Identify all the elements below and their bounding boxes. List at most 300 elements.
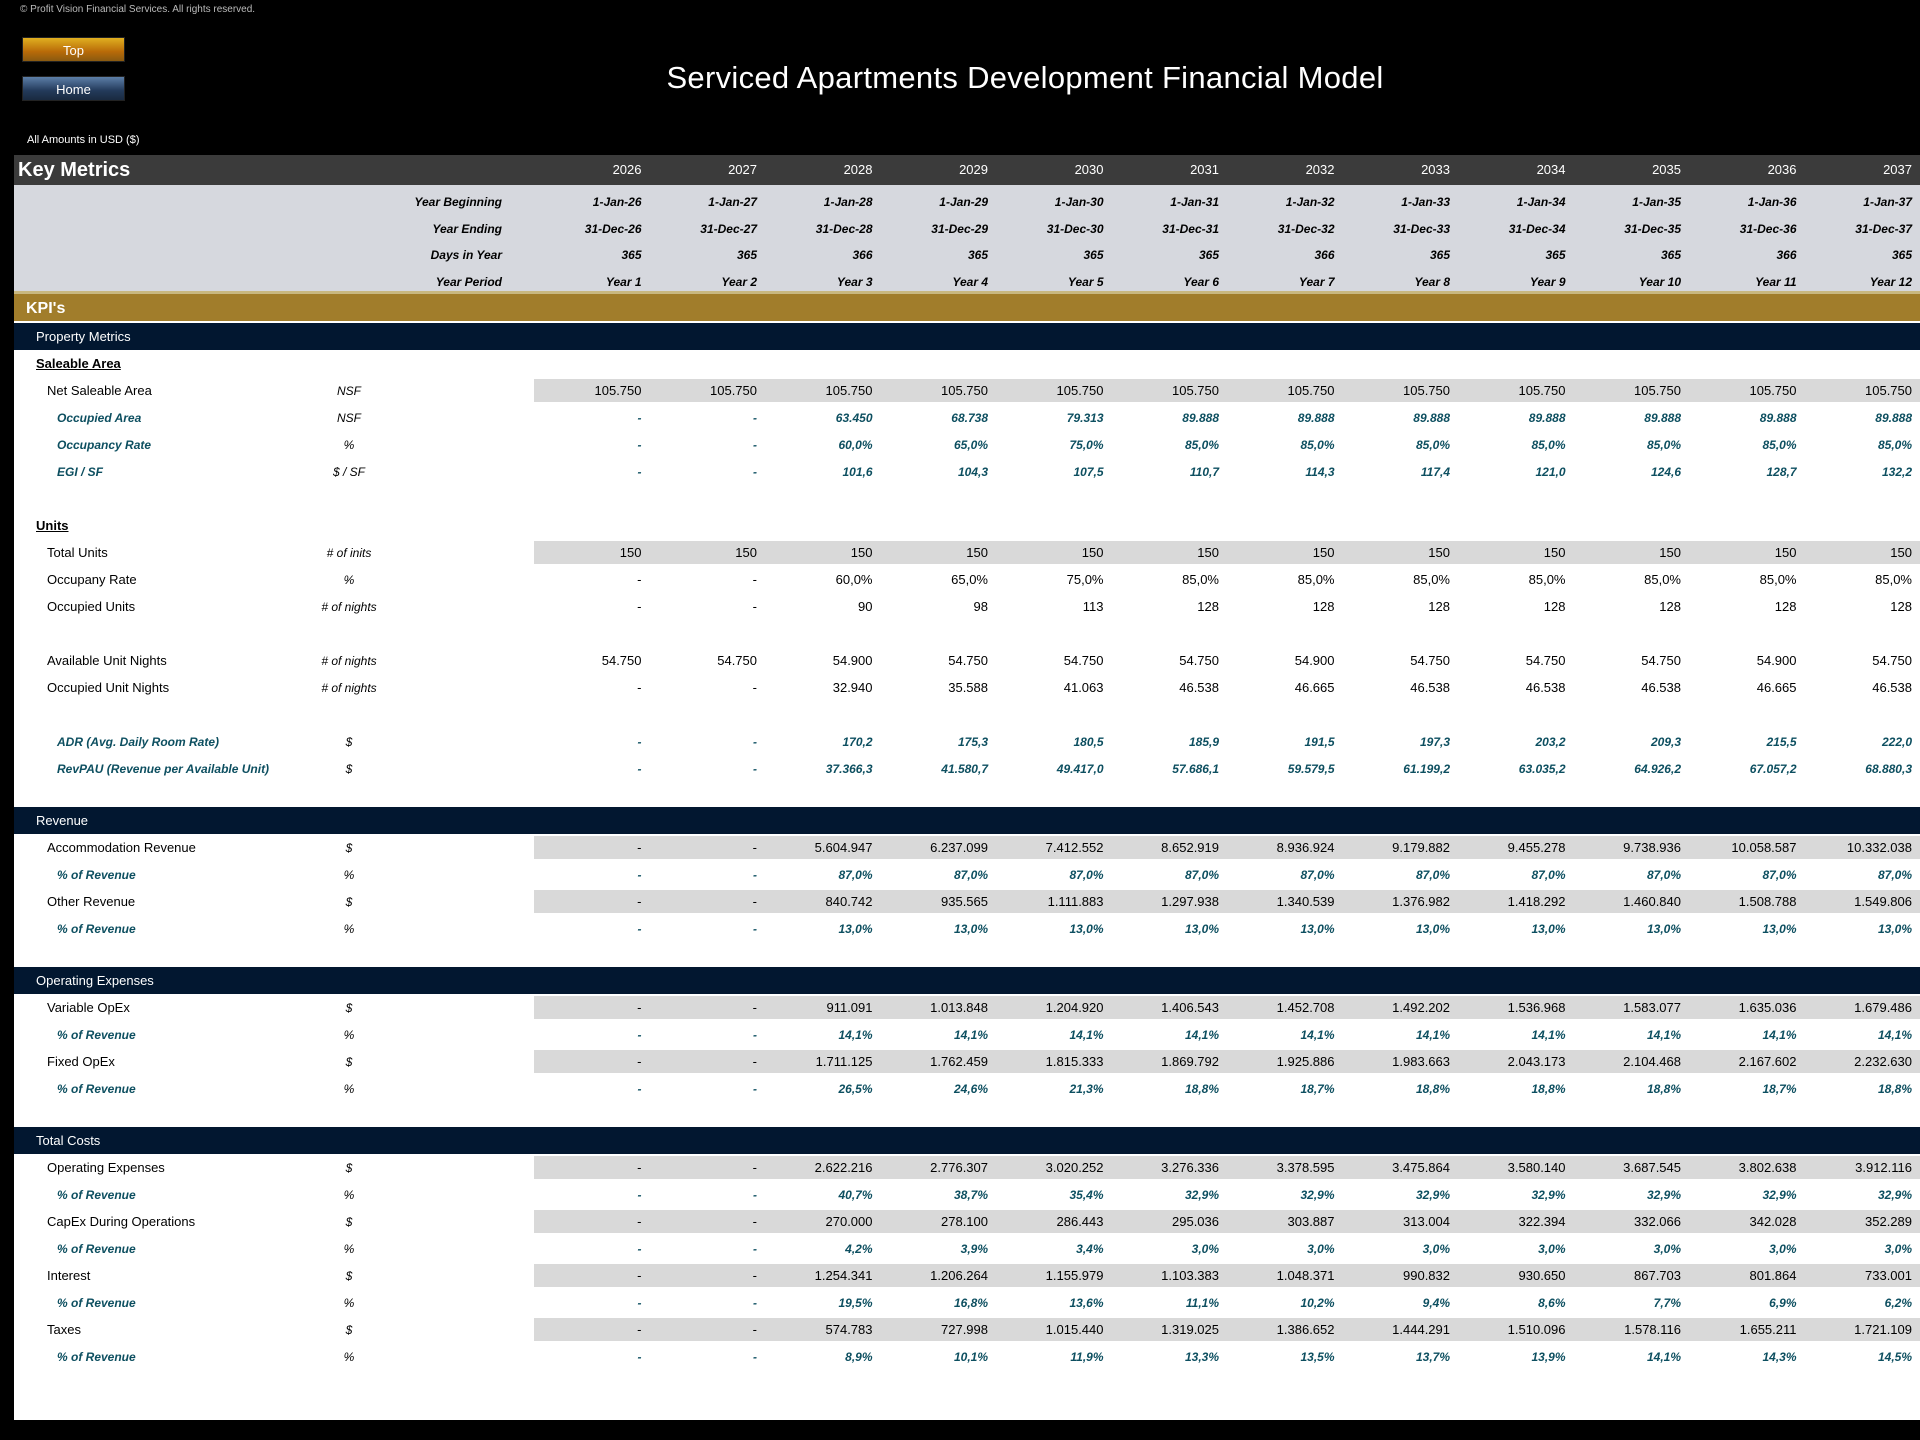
section-operating-expenses [14,967,1920,1102]
timeline-label: Days in Year [430,248,502,263]
value-cell: 128 [1197,599,1219,614]
value-cell: 278.100 [941,1214,988,1229]
row-label: Occupany Rate [47,572,137,587]
row-label: Occupied Area [57,410,142,425]
value-cell: 85,0% [1182,572,1219,587]
row-label: Operating Expenses [47,1160,165,1175]
value-cell: 128 [1543,599,1566,614]
value-cell: 1.103.383 [1161,1268,1219,1283]
row-unit: $ / SF [332,464,365,479]
row-unit: $ [345,1054,353,1069]
year-header: 2026 [612,162,642,177]
row-unit: % [343,921,355,936]
timeline-cell: 1-Jan-33 [1401,195,1450,210]
row-label: Occupancy Rate [57,437,152,452]
value-cell: 801.864 [1749,1268,1797,1283]
value-cell: 14,1% [1762,1027,1797,1042]
value-cell: 3.802.638 [1738,1160,1797,1175]
value-cell: 14,1% [1877,1027,1912,1042]
timeline-cell: 1-Jan-27 [708,195,757,210]
year-header: 2034 [1536,162,1566,177]
row-values [534,1183,1920,1206]
row-unit: % [343,572,355,587]
value-cell: 150 [1659,545,1681,560]
value-cell: - [637,1322,642,1337]
value-cell: 64.926,2 [1634,761,1681,776]
table-row [14,1181,1920,1208]
timeline-cell: 365 [1083,248,1104,263]
value-cell: 14,1% [1300,1027,1335,1042]
timeline-cell: 31-Dec-33 [1393,221,1450,236]
section-header: Total Costs [14,1127,1920,1154]
value-cell: - [752,894,757,909]
section-header: Revenue [14,807,1920,834]
value-cell: - [753,410,757,425]
value-cell: 68.880,3 [1865,761,1912,776]
value-cell: 46.538 [1179,680,1219,695]
value-cell: 10.332.038 [1846,840,1912,855]
key-metrics-title: Key Metrics [18,159,131,181]
value-cell: 222,0 [1881,734,1912,749]
value-cell: - [637,921,642,936]
value-cell: 87,0% [953,867,988,882]
value-cell: - [752,680,757,695]
row-label: Total Units [47,545,108,560]
value-cell: 14,1% [1415,1027,1450,1042]
row-unit: # of inits [326,545,372,560]
top-button[interactable]: Top [22,37,125,62]
value-cell: 13,6% [1069,1295,1104,1310]
timeline-cell: 366 [1776,248,1797,263]
row-label: EGI / SF [57,464,104,479]
value-cell: 54.750 [1872,653,1912,668]
group-heading [14,512,1920,539]
value-cell: 46.665 [1294,680,1335,695]
value-cell: 105.750 [1056,383,1104,398]
value-cell: 87,0% [1877,867,1912,882]
row-values [534,890,1920,913]
value-cell: 67.057,2 [1749,761,1797,776]
value-cell: 1.635.036 [1738,1000,1797,1015]
value-cell: 89.888 [1875,410,1912,425]
row-values [534,863,1920,886]
value-cell: - [752,1160,757,1175]
timeline-cell: Year 12 [1869,274,1912,289]
value-cell: 54.750 [1063,653,1104,668]
value-cell: 930.650 [1518,1268,1566,1283]
value-cell: 1.386.652 [1276,1322,1335,1337]
value-cell: 46.665 [1756,680,1797,695]
table-row [14,404,1920,431]
value-cell: 89.888 [1644,410,1681,425]
table-row [14,728,1920,755]
value-cell: 32,9% [1762,1187,1797,1202]
row-unit: $ [345,1322,353,1337]
row-label: % of Revenue [57,1241,136,1256]
value-cell: 13,0% [1646,921,1681,936]
year-header: 2027 [728,162,757,177]
value-cell: 18,8% [1415,1081,1450,1096]
value-cell: 8.936.924 [1276,840,1335,855]
value-cell: 87,0% [1762,867,1797,882]
value-cell: 150 [966,545,988,560]
section-total-costs [14,1127,1920,1370]
value-cell: 121,0 [1535,464,1566,479]
value-cell: 18,8% [1877,1081,1912,1096]
value-cell: 75,0% [1069,437,1104,452]
section-header: Operating Expenses [14,967,1920,994]
value-cell: 46.538 [1525,680,1566,695]
value-cell: 150 [1081,545,1104,560]
value-cell: 1.460.840 [1623,894,1681,909]
year-header: 2030 [1074,162,1104,177]
value-cell: 87,0% [1184,867,1219,882]
row-unit: NSF [337,410,361,425]
table-row [14,458,1920,485]
value-cell: 733.001 [1865,1268,1912,1283]
value-cell: 87,0% [1300,867,1335,882]
value-cell: 3.378.595 [1276,1160,1335,1175]
value-cell: - [637,894,642,909]
timeline-cell: 365 [1198,248,1219,263]
value-cell: 303.887 [1287,1214,1335,1229]
value-cell: 10.058.587 [1731,840,1797,855]
timeline-label: Year Beginning [414,195,502,210]
timeline-cell: 365 [736,248,757,263]
value-cell: 13,3% [1184,1349,1219,1364]
year-header: 2037 [1883,162,1912,177]
table-row [14,1048,1920,1075]
row-values [534,757,1920,780]
value-cell: 75,0% [1066,572,1104,587]
value-cell: 352.289 [1865,1214,1912,1229]
value-cell: 24,6% [953,1081,988,1096]
value-cell: - [753,921,757,936]
row-values [534,1345,1920,1368]
value-cell: 175,3 [957,734,988,749]
row-unit: % [343,437,355,452]
value-cell: 13,7% [1415,1349,1450,1364]
value-cell: 32,9% [1646,1187,1681,1202]
value-cell: 89.888 [1413,410,1450,425]
value-cell: 1.508.788 [1738,894,1797,909]
timeline-cell: 365 [621,248,642,263]
value-cell: 727.998 [941,1322,988,1337]
timeline-cell: 1-Jan-26 [592,195,642,210]
value-cell: - [753,1081,757,1096]
value-cell: - [637,840,642,855]
value-cell: 35.588 [948,680,988,695]
value-cell: 85,0% [1415,437,1450,452]
row-label: Available Unit Nights [47,653,167,668]
row-unit: % [343,1187,355,1202]
value-cell: 3.687.545 [1623,1160,1681,1175]
row-label: % of Revenue [57,1295,136,1310]
value-cell: 3.276.336 [1161,1160,1219,1175]
row-unit: $ [345,761,353,776]
value-cell: - [637,761,642,776]
value-cell: 3,0% [1769,1241,1797,1256]
value-cell: 85,0% [1297,572,1335,587]
value-cell: 41.580,7 [941,761,988,776]
value-cell: 3,4% [1076,1241,1104,1256]
row-unit: % [343,1295,355,1310]
value-cell: 1.254.341 [814,1268,873,1283]
table-row [14,1262,1920,1289]
row-unit: $ [345,1160,353,1175]
value-cell: - [753,1187,757,1202]
timeline-label: Year Period [435,274,502,289]
timeline-cell: 1-Jan-34 [1516,195,1566,210]
value-cell: 128 [1312,599,1335,614]
value-cell: 54.750 [948,653,988,668]
timeline-cell: 31-Dec-37 [1855,221,1912,236]
value-cell: 105.750 [1865,383,1912,398]
value-cell: 19,5% [838,1295,873,1310]
value-cell: 54.750 [1179,653,1219,668]
value-cell: 191,5 [1304,734,1335,749]
value-cell: 14,1% [1531,1027,1566,1042]
timeline-cell: 31-Dec-27 [700,221,757,236]
value-cell: 54.900 [1294,653,1335,668]
row-values [534,676,1920,699]
timeline-cell: Year 5 [1067,274,1104,289]
table-row [14,1235,1920,1262]
value-cell: 1.048.371 [1276,1268,1335,1283]
value-cell: 7.412.552 [1045,840,1104,855]
row-label: % of Revenue [57,867,136,882]
value-cell: 7,7% [1653,1295,1681,1310]
value-cell: 105.750 [941,383,988,398]
value-cell: - [637,572,642,587]
value-cell: 104,3 [957,464,988,479]
value-cell: 1.319.025 [1161,1322,1219,1337]
value-cell: 54.750 [1641,653,1681,668]
value-cell: 38,7% [953,1187,988,1202]
value-cell: 4,2% [845,1241,873,1256]
timeline-cell: Year 3 [836,274,873,289]
value-cell: 18,8% [1531,1081,1566,1096]
value-cell: 13,0% [1877,921,1912,936]
value-cell: 65,0% [953,437,988,452]
table-row [14,915,1920,942]
timeline-cell: 31-Dec-36 [1739,221,1797,236]
value-cell: 60,0% [835,572,873,587]
timeline-cell: 31-Dec-32 [1277,221,1335,236]
value-cell: 41.063 [1063,680,1104,695]
row-label: Taxes [47,1322,81,1337]
value-cell: 3,0% [1307,1241,1335,1256]
value-cell: 87,0% [1415,867,1450,882]
timeline-cell: 31-Dec-30 [1046,221,1104,236]
row-unit: # of nights [321,599,377,614]
row-unit: % [343,1349,355,1364]
value-cell: 18,7% [1762,1081,1797,1096]
value-cell: - [753,464,757,479]
row-unit: % [343,1081,355,1096]
value-cell: 185,9 [1188,734,1219,749]
row-label: Saleable Area [36,356,121,371]
timeline-cell: 365 [1429,248,1450,263]
value-cell: - [752,1322,757,1337]
value-cell: 21,3% [1069,1081,1104,1096]
value-cell: 1.578.116 [1624,1322,1681,1337]
timeline-cell: Year 6 [1183,274,1219,289]
value-cell: 1.869.792 [1161,1054,1219,1069]
value-cell: 1.925.886 [1276,1054,1335,1069]
row-label: Variable OpEx [47,1000,130,1015]
value-cell: 124,6 [1650,464,1681,479]
value-cell: 8,9% [845,1349,873,1364]
table-row [14,1289,1920,1316]
value-cell: - [753,734,757,749]
table-row [14,1021,1920,1048]
value-cell: 13,0% [1300,921,1335,936]
value-cell: 32,9% [1300,1187,1335,1202]
timeline-row [14,216,1920,243]
row-label: % of Revenue [57,1027,136,1042]
row-label: Accommodation Revenue [47,840,196,855]
value-cell: 1.583.077 [1623,1000,1681,1015]
table-row [14,888,1920,915]
timeline-cell: Year 10 [1638,274,1681,289]
section-property-metrics [14,323,1920,782]
timeline-cell: 1-Jan-32 [1285,195,1335,210]
value-cell: - [752,599,757,614]
table-row [14,755,1920,782]
value-cell: 574.783 [825,1322,873,1337]
value-cell: 105.750 [1518,383,1566,398]
timeline-row [14,189,1920,216]
table-row [14,593,1920,620]
value-cell: 1.206.264 [930,1268,988,1283]
value-cell: 911.091 [826,1000,873,1015]
timeline-cell: 365 [1891,248,1912,263]
value-cell: - [753,1027,757,1042]
kpi-banner: KPI's [14,291,1920,321]
value-cell: 59.579,5 [1287,761,1335,776]
value-cell: - [637,867,642,882]
value-cell: 35,4% [1069,1187,1104,1202]
value-cell: 32,9% [1877,1187,1912,1202]
value-cell: 85,0% [1644,572,1681,587]
value-cell: 63.035,2 [1518,761,1566,776]
value-cell: 14,1% [838,1027,873,1042]
table-row [14,994,1920,1021]
year-header: 2028 [843,162,873,177]
value-cell: 46.538 [1410,680,1450,695]
value-cell: 54.750 [1410,653,1450,668]
currency-note: All Amounts in USD ($) [27,134,140,146]
value-cell: 2.043.173 [1507,1054,1566,1069]
timeline-cell: Year 7 [1298,274,1335,289]
timeline-cell: 1-Jan-36 [1747,195,1797,210]
row-label: Fixed OpEx [47,1054,115,1069]
row-unit: % [343,867,355,882]
row-label: Other Revenue [47,894,136,909]
value-cell: - [752,1054,757,1069]
value-cell: 105.750 [825,383,873,398]
value-cell: 85,0% [1875,572,1912,587]
timeline-cell: 1-Jan-35 [1632,195,1681,210]
value-cell: 3,0% [1191,1241,1219,1256]
table-row [14,861,1920,888]
value-cell: 1.711.125 [815,1054,873,1069]
value-cell: 180,5 [1073,734,1104,749]
spacer-row [14,701,1920,728]
value-cell: - [637,1187,642,1202]
value-cell: 18,8% [1184,1081,1219,1096]
value-cell: 150 [1543,545,1566,560]
value-cell: 87,0% [1646,867,1681,882]
value-cell: 105.750 [1634,383,1681,398]
home-button[interactable]: Home [22,76,125,101]
value-cell: 107,5 [1073,464,1104,479]
row-values [534,406,1920,429]
value-cell: 128 [1890,599,1912,614]
value-cell: 40,7% [838,1187,873,1202]
timeline-cell: Year 2 [721,274,757,289]
value-cell: - [637,1081,642,1096]
value-cell: 85,0% [1646,437,1681,452]
value-cell: 332.066 [1634,1214,1681,1229]
row-label: % of Revenue [57,1187,136,1202]
value-cell: 1.204.920 [1045,1000,1104,1015]
value-cell: 150 [850,545,873,560]
row-values [534,541,1920,564]
value-cell: 3,0% [1884,1241,1912,1256]
value-cell: 270.000 [825,1214,873,1229]
value-cell: 1.762.459 [930,1054,988,1069]
timeline-cell: 31-Dec-35 [1624,221,1681,236]
row-values [534,917,1920,940]
value-cell: 79.313 [1066,410,1104,425]
value-cell: 10,2% [1300,1295,1335,1310]
value-cell: - [637,1349,642,1364]
table-row [14,566,1920,593]
year-header: 2031 [1190,162,1219,177]
value-cell: 1.815.333 [1045,1054,1104,1069]
value-cell: 26,5% [838,1081,873,1096]
value-cell: 197,3 [1419,734,1450,749]
value-cell: 6,9% [1769,1295,1797,1310]
value-cell: - [637,410,642,425]
value-cell: 54.900 [832,653,873,668]
value-cell: - [752,1268,757,1283]
value-cell: 13,0% [953,921,988,936]
value-cell: 3.475.864 [1392,1160,1450,1175]
value-cell: 150 [1428,545,1450,560]
timeline-cell: 365 [1545,248,1566,263]
row-values [534,996,1920,1019]
row-label: ADR (Avg. Daily Room Rate) [57,734,220,749]
value-cell: 63.450 [835,410,873,425]
table-row [14,1343,1920,1370]
spacer-row [14,620,1920,647]
value-cell: - [637,1268,642,1283]
value-cell: 110,7 [1189,464,1219,479]
timeline-cell: 366 [852,248,873,263]
table-row [14,539,1920,566]
row-label: % of Revenue [57,1349,136,1364]
value-cell: 1.155.979 [1045,1268,1104,1283]
table-row [14,647,1920,674]
value-cell: 3.580.140 [1507,1160,1566,1175]
value-cell: 32,9% [1531,1187,1566,1202]
value-cell: 935.565 [941,894,988,909]
value-cell: 49.417,0 [1056,761,1104,776]
value-cell: 16,8% [953,1295,988,1310]
